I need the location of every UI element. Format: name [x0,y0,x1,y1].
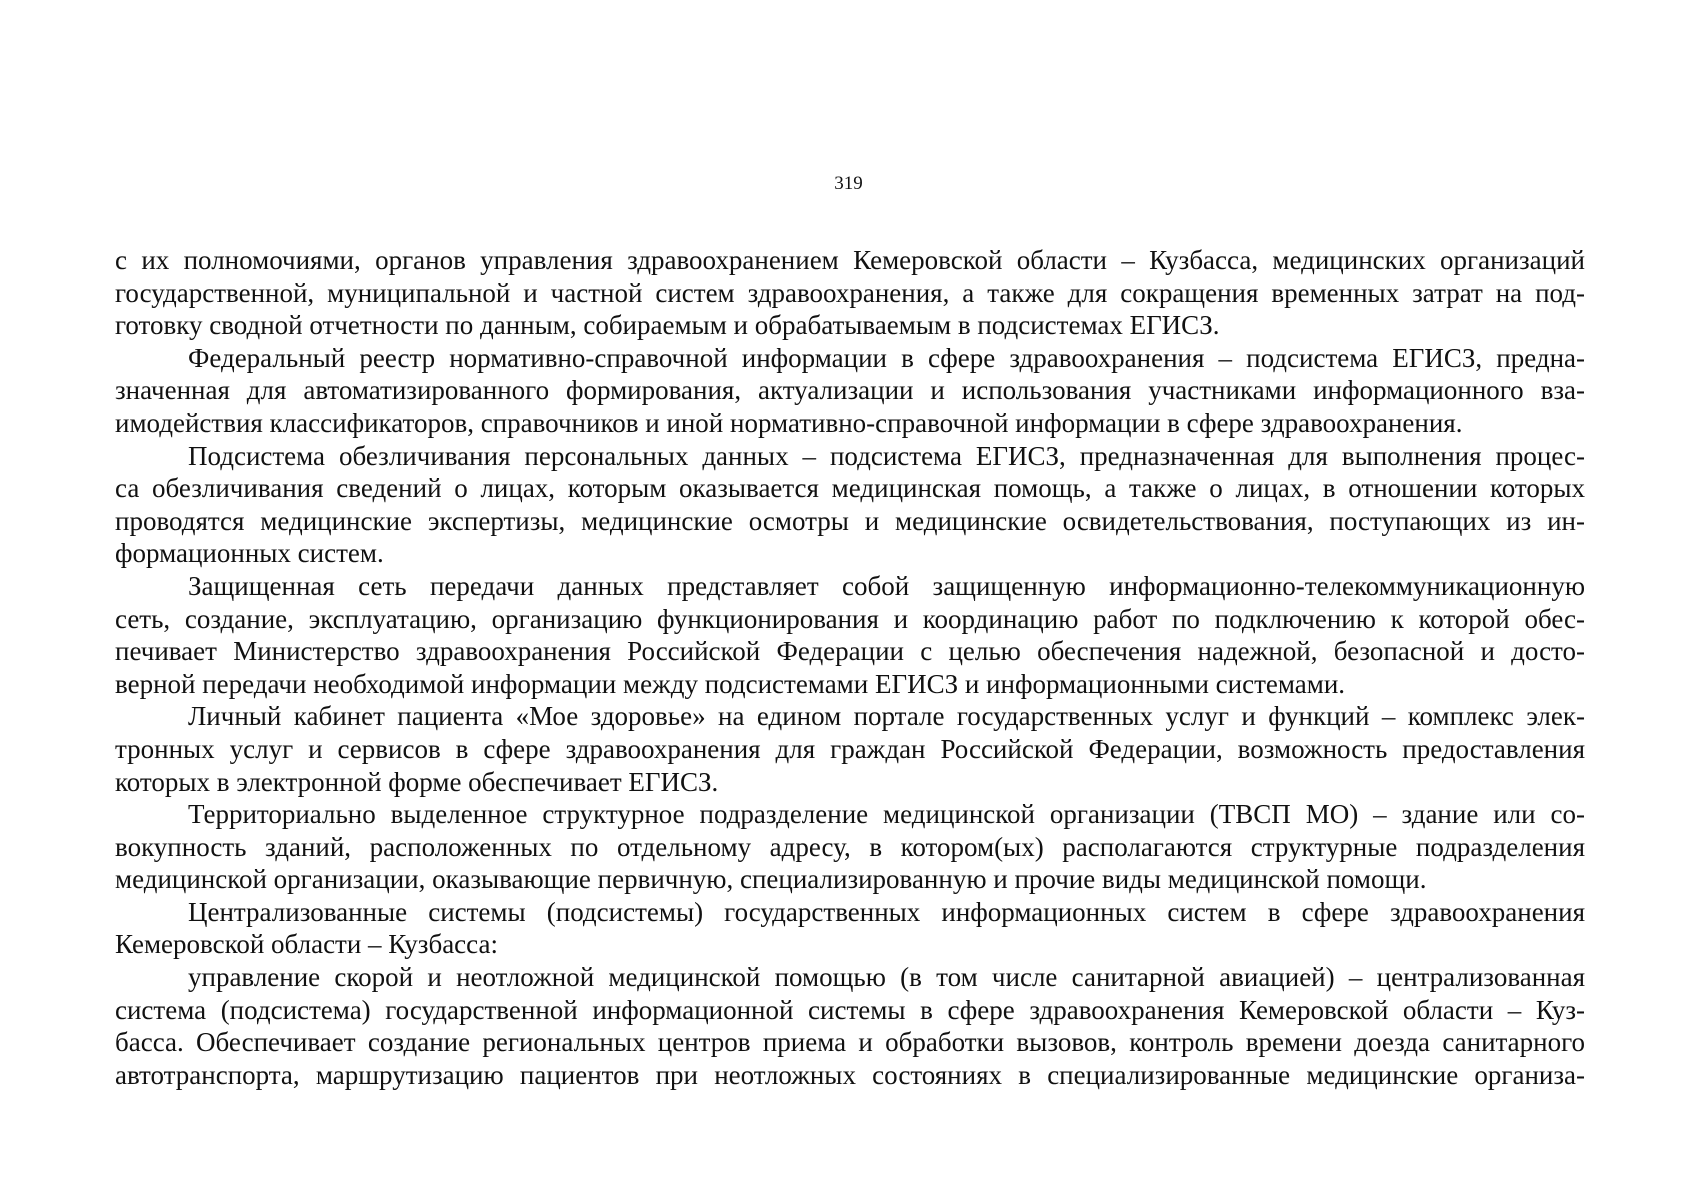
text-line: система (подсистема) государственной информационной системы в сфере здравоохранения Кемеровской области – Куз- [115,994,1585,1025]
text-line: Территориально выделенное структурное подразделение медицинской организации (ТВСП МО) – здание или со- [188,799,1585,830]
text-line: управление скорой и неотложной медицинской помощью (в том числе санитарной авиацией) – централизованная [188,962,1585,993]
text-line: Подсистема обезличивания персональных данных – подсистема ЕГИСЗ, предназначенная для выполнения процес- [188,440,1585,471]
text-line: имодействия классификаторов, справочников и иной нормативно-справочной информации в сфере здравоохранения. [115,407,1463,438]
text-line: государственной, муниципальной и частной систем здравоохранения, а также для сокращения временных затрат на под- [115,277,1585,308]
text-line: проводятся медицинские экспертизы, медицинские осмотры и медицинские освидетельствования, поступающих из ин- [115,505,1585,536]
document-body [115,244,1585,1091]
text-line: Федеральный реестр нормативно-справочной информации в сфере здравоохранения – подсистема ЕГИСЗ, предна- [188,342,1585,373]
text-line: Централизованные системы (подсистемы) государственных информационных систем в сфере здравоохранения [188,896,1585,927]
text-line: Защищенная сеть передачи данных представляет собой защищенную информационно-телекоммуникационную [188,570,1585,601]
text-line: медицинской организации, оказывающие первичную, специализированную и прочие виды медицинской помощи. [115,864,1427,895]
text-line: са обезличивания сведений о лицах, которым оказывается медицинская помощь, а также о лицах, в отношении которых [115,473,1585,504]
text-line: Кемеровской области – Кузбасса: [115,929,498,960]
text-line: значенная для автоматизированного формирования, актуализации и использования участниками информационного вза- [115,375,1585,406]
text-line: формационных систем. [115,538,384,569]
text-line: печивает Министерство здравоохранения Российской Федерации с целью обеспечения надежной, безопасной и досто- [115,636,1585,667]
text-line: автотранспорта, маршрутизацию пациентов при неотложных состояниях в специализированные медицинские организа- [115,1059,1585,1090]
text-line: верной передачи необходимой информации между подсистемами ЕГИСЗ и информационными системами. [115,668,1346,699]
text-line: сеть, создание, эксплуатацию, организацию функционирования и координацию работ по подключению к которой обес- [115,603,1585,634]
text-line: вокупность зданий, расположенных по отдельному адресу, в котором(ых) располагаются структурные подразделения [115,831,1585,862]
text-line: Личный кабинет пациента «Мое здоровье» на едином портале государственных услуг и функций – комплекс элек- [188,701,1585,732]
page-number: 319 [834,173,863,194]
text-line: тронных услуг и сервисов в сфере здравоохранения для граждан Российской Федерации, возможность предоставления [115,733,1585,764]
text-line: басса. Обеспечивает создание региональных центров приема и обработки вызовов, контроль времени доезда санитарного [115,1027,1585,1058]
text-line: которых в электронной форме обеспечивает ЕГИСЗ. [115,766,719,797]
text-line: готовку сводной отчетности по данным, собираемым и обрабатываемым в подсистемах ЕГИСЗ. [115,310,1220,341]
text-line: с их полномочиями, органов управления здравоохранением Кемеровской области – Кузбасса, медицинских организаций [115,245,1585,275]
